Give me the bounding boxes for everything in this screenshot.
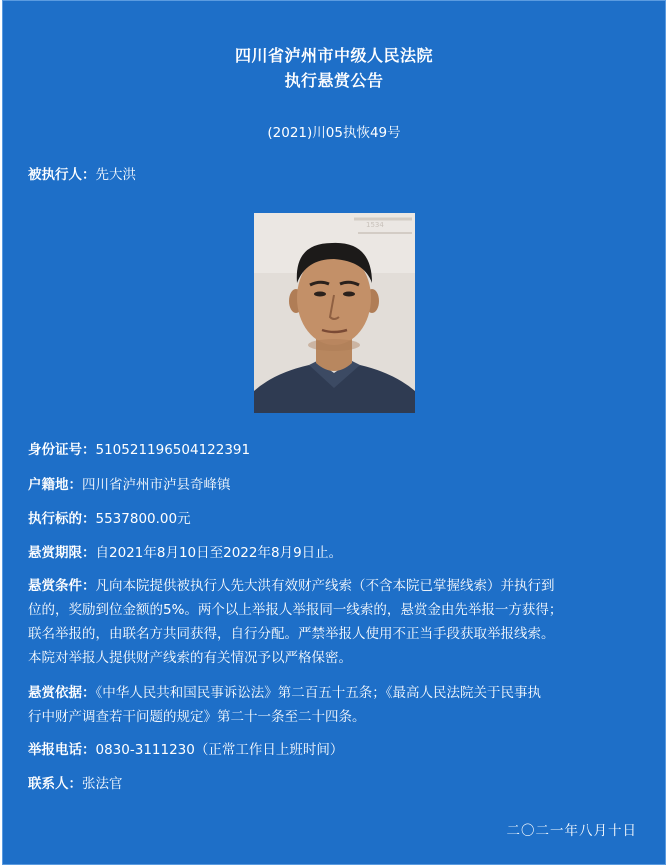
amount-label: 执行标的：: [28, 511, 96, 527]
conditions-label: 悬赏条件：: [28, 578, 96, 594]
case-number: (2021)川05执恢49号: [267, 125, 401, 141]
phone-row: [28, 738, 646, 762]
domicile-value: 四川省泸州市泸县奇峰镇: [82, 477, 231, 493]
id-label: 身份证号：: [28, 442, 96, 458]
respondent-label: 被执行人：: [28, 167, 96, 183]
respondent-name: 先大洪: [95, 167, 136, 183]
notice-title: 执行悬赏公告: [284, 71, 384, 90]
basis-block: [28, 681, 646, 729]
respondent-row: [28, 163, 646, 187]
amount-value: 5537800.00元: [95, 511, 191, 527]
notice-date: 二〇二一年八月十日: [506, 823, 637, 839]
period-row: [28, 541, 646, 565]
basis-label: 悬赏依据：: [28, 685, 96, 701]
id-row: [28, 438, 646, 462]
basis-line-2: 行中财产调查若干问题的规定》第二十一条至二十四条。: [28, 709, 366, 725]
conditions-block: [28, 574, 646, 670]
domicile-row: [28, 473, 646, 497]
contact-value: 张法官: [82, 776, 123, 792]
phone-value: 0830-3111230（正常工作日上班时间）: [95, 742, 344, 758]
amount-row: [28, 507, 646, 531]
id-value: 510521196504122391: [95, 442, 251, 458]
contact-label: 联系人：: [28, 776, 82, 792]
court-name: 四川省泸州市中级人民法院: [234, 46, 433, 65]
conditions-line-1: 悬赏条件：凡向本院提供被执行人先大洪有效财产线索（不含本院已掌握线索）并执行到: [28, 578, 555, 594]
photo-stamp-text: 1534: [366, 221, 384, 229]
phone-label: 举报电话：: [28, 742, 96, 758]
period-label: 悬赏期限：: [28, 545, 96, 561]
period-value: 自2021年8月10日至2022年8月9日止。: [95, 545, 343, 561]
respondent-photo: [254, 213, 415, 413]
contact-row: [28, 772, 646, 796]
basis-line-1: 悬赏依据：《中华人民共和国民事诉讼法》第二百五十五条；《最高人民法院关于民事执: [28, 685, 541, 701]
notice-panel: [2, 0, 666, 865]
conditions-line-4: 本院对举报人提供财产线索的有关情况予以严格保密。: [28, 650, 352, 666]
domicile-label: 户籍地：: [28, 477, 82, 493]
conditions-line-3: 联名举报的，由联名方共同获得，自行分配。严禁举报人使用不正当手段获取举报线索。: [28, 626, 555, 642]
conditions-line-2: 位的，奖励到位金额的5%。两个以上举报人举报同一线索的，悬赏金由先举报一方获得；: [28, 602, 563, 618]
